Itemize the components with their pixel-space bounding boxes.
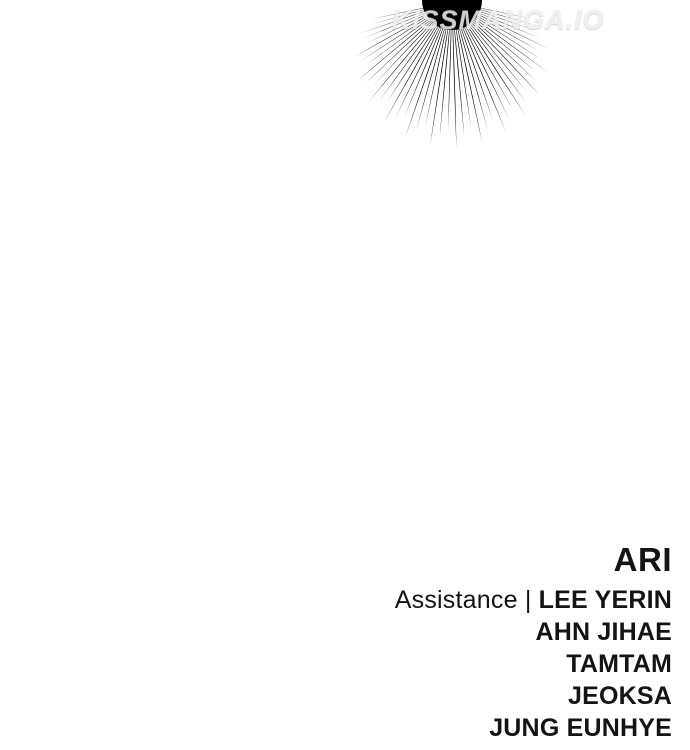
radial-ink-burst [0,0,690,160]
credit-line [112,648,672,680]
credit-title: ARI [613,540,672,578]
radial-ink-burst-svg [0,0,690,160]
credit-name: TAMTAM [566,650,672,678]
credit-line [112,712,672,744]
credit-name: AHN JIHAE [535,618,672,646]
ink-spike [452,12,456,148]
credits-block [112,542,672,744]
credit-role: Assistance | [394,586,532,614]
ink-burst-core [422,0,482,30]
credit-line [112,680,672,712]
credit-name: LEE YERIN [538,586,672,614]
credit-line [112,616,672,648]
ink-spike [455,12,488,131]
watermark-text: KISSMANGA.IO [391,4,605,35]
credit-name: JUNG EUNHYE [489,714,672,742]
ink-spike [416,12,449,131]
credit-name: JEOKSA [567,682,672,710]
ink-spike [457,10,526,116]
ink-spike [384,11,447,123]
ink-spike [430,12,451,146]
credit-line [112,584,672,616]
ink-spike [405,11,449,136]
